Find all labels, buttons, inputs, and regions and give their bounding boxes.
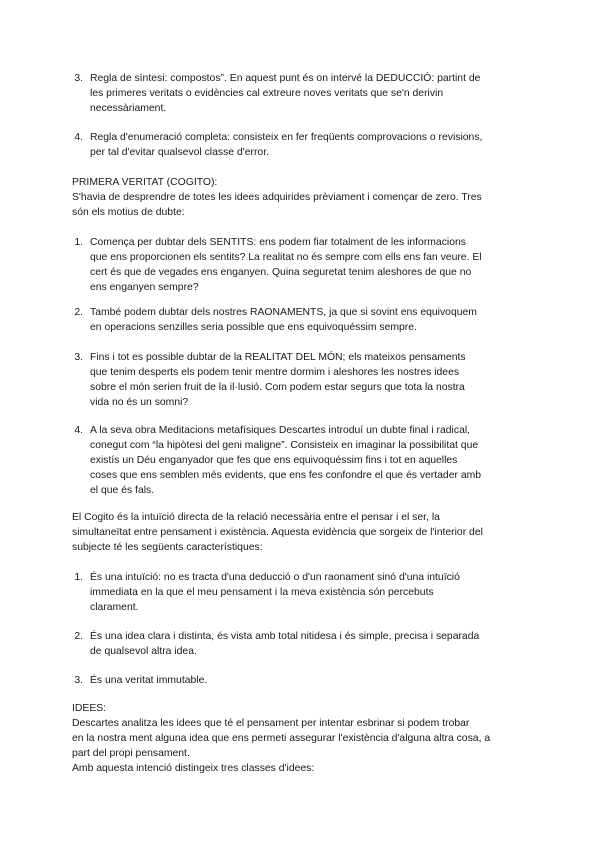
text-line: ens enganyen sempre? [90, 282, 199, 293]
text-line: les primeres veritats o evidències cal extreure noves veritats que se'n derivin [90, 88, 444, 99]
text-line: necessàriament. [90, 103, 167, 114]
text-line: que ens proporcionen els sentits? La realitat no és sempre com ells ens fan veure. El [90, 252, 482, 263]
text-line: Regla d'enumeració completa: consisteix en fer freqüents comprovacions o revisions, [90, 132, 483, 143]
text-line: Regla de síntesi: compostos”. En aquest punt és on intervé la DEDUCCIÓ: partint de [90, 73, 481, 84]
text-line: sobre el món serien fruit de la il·lusió. Com podem estar segurs que tota la nostra [90, 382, 465, 393]
section-idees [72, 701, 542, 776]
list-item-doubt-evil-genius [74, 423, 542, 498]
list-item-clear-distinct [74, 629, 542, 659]
text-line: El Cogito és la intuïció directa de la relació necessària entre el pensar i el ser, la [72, 512, 440, 523]
text-line: conegut com “la hipòtesi del geni maligne”. Consisteix en imaginar la possibilitat que [90, 440, 479, 451]
text-line: de qualsevol altra idea. [90, 646, 197, 657]
section-heading-idees: IDEES: [72, 703, 107, 714]
text-line: simultaneïtat entre pensament i existència. Aquesta evidència que sorgeix de l'interior del [72, 527, 483, 538]
list-number: 4. [74, 425, 83, 436]
text-line: part del propi pensament. [72, 748, 190, 759]
text-line: Fins i tot es possible dubtar de la REALITAT DEL MÓN; els mateixos pensaments [90, 352, 466, 363]
list-item-doubt-senses [74, 235, 542, 295]
text-line: són els motius de dubte: [72, 207, 185, 218]
text-line: per tal d'evitar qualsevol classe d'error. [90, 147, 269, 158]
text-line: en operacions senzilles seria possible que ens equivoquéssim sempre. [90, 322, 417, 333]
list-item-rule-4 [74, 130, 542, 160]
text-line: subjecte té les següents característiques: [72, 542, 263, 553]
list-item-immutable [74, 673, 542, 688]
list-item-doubt-reasoning [74, 305, 542, 335]
text-line: vida no és un somni? [90, 397, 189, 408]
section-cogito [72, 175, 542, 220]
list-number: 1. [74, 237, 83, 248]
list-item-doubt-world [74, 350, 542, 410]
section-heading-cogito: PRIMERA VERITAT (COGITO): [72, 177, 218, 188]
text-line: Descartes analitza les idees que té el pensament per intentar esbrinar si podem trobar [72, 718, 470, 729]
text-line: el que és fals. [90, 485, 155, 496]
list-item-rule-3 [74, 71, 542, 116]
text-line: Comença per dubtar dels SENTITS: ens podem fiar totalment de les informacions [90, 237, 466, 248]
list-number: 3. [74, 675, 83, 686]
list-number: 2. [74, 631, 83, 642]
text-line: També podem dubtar dels nostres RAONAMENTS, ja que si sovint ens equivoquem [90, 307, 477, 318]
list-number: 3. [74, 73, 83, 84]
text-line: clarament. [90, 602, 139, 613]
text-line: immediata en la que el meu pensament i la meva existència són percebuts [90, 587, 434, 598]
text-line: És una intuïció: no es tracta d'una deducció o d'un raonament sinó d'una intuïció [90, 572, 460, 583]
text-line: S'havia de desprendre de totes les idees adquirides prèviament i començar de zero. Tres [72, 192, 482, 203]
text-line: A la seva obra Meditacions metafísiques Descartes introduí un dubte final i radical, [90, 425, 471, 436]
text-line: existís un Déu enganyador que fes que ens equivoquéssim fins i tot en aquelles [90, 455, 458, 466]
list-number: 4. [74, 132, 83, 143]
list-number: 3. [74, 352, 83, 363]
text-line: Amb aquesta intenció distingeix tres classes d'idees: [72, 763, 315, 774]
list-number: 1. [74, 572, 83, 583]
text-line: És una veritat immutable. [90, 675, 208, 686]
list-item-intuition [74, 570, 542, 615]
paragraph-cogito-summary [72, 510, 542, 555]
list-number: 2. [74, 307, 83, 318]
text-line: cert és que de vegades ens enganyen. Quina seguretat tenim aleshores de que no [90, 267, 472, 278]
text-line: en la nostra ment alguna idea que ens permeti assegurar l'existència d'alguna altra cosa, a [72, 733, 491, 744]
text-line: És una idea clara i distinta, és vista amb total nitidesa i és simple, precisa i separada [90, 631, 480, 642]
text-line: que tenim desperts els podem tenir mentre dormim i aleshores les nostres idees [90, 367, 460, 378]
text-line: coses que ens semblen més evidents, que ens fes confondre el que és vertader amb [90, 470, 482, 481]
